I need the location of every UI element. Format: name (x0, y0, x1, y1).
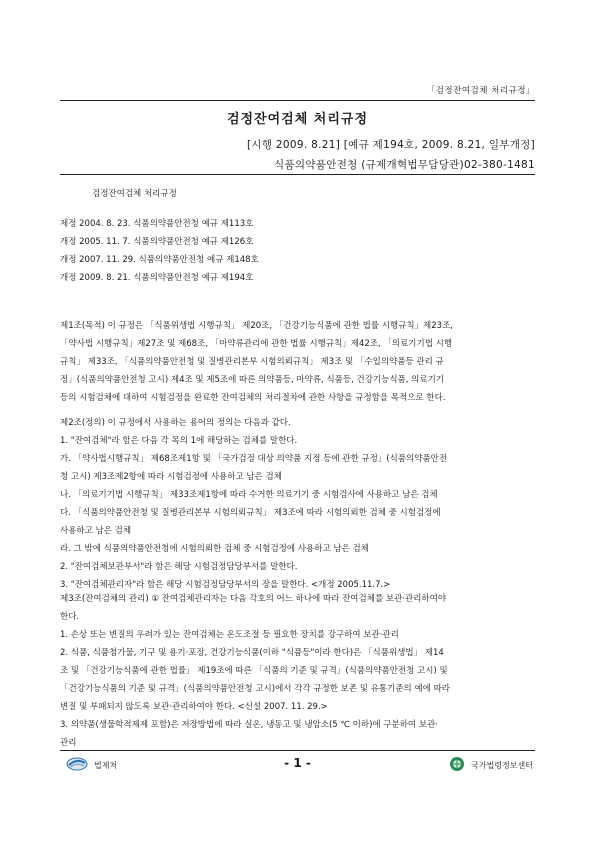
article-line: 제1조(목적) 이 규정은 「식품위생법 시행규칙」 제20조, 「건강기능식품에 관한 법률 시행규칙」제23조, (60, 321, 453, 331)
article-line: 3. "잔여검체관리자"라 함은 해당 시험검정담당부서의 장을 말한다. <개정 2005.11.7.> (60, 580, 391, 590)
article-line: 사용하고 남은 검체 (60, 526, 132, 536)
article-line: 제2조(정의) 이 규정에서 사용하는 용어의 정의는 다음과 같다. (60, 418, 291, 428)
document-title: 검정잔여검체 처리규정 (226, 112, 369, 127)
article-line: 제3조(잔여검체의 관리) ① 잔여검체관리자는 다음 각호의 어느 하나에 따라 잔여검체를 보관·관리하여야 (60, 594, 447, 604)
article-line: 다. 「식품의약품안전청 및 질병관리본부 시험의뢰규칙」 제3조에 따라 시험의뢰한 검체 중 시험검정에 (60, 508, 441, 518)
article-line: 1. 손상 또는 변질의 우려가 있는 잔여검체는 온도조절 등 필요한 장치를 강구하여 보관·관리 (60, 630, 399, 640)
regulation-name: 검정잔여검체 처리규정 (92, 189, 177, 199)
title-rule (60, 174, 535, 175)
article-line: 「약사법 시행규칙」제27조 및 제68조, 「마약류관리에 관한 법률 시행규칙」제42조, 「의료기기법 시행 (60, 339, 453, 349)
article-line: 3. 의약품(생물학적제제 포함)은 저장방법에 따라 실온, 냉동고 및 냉암소(5 ℃ 이하)에 구분하여 보관· (60, 720, 438, 730)
document-subtitle: [시행 2009. 8.21] [예규 제194호, 2009. 8.21, 일부개정] (247, 139, 535, 151)
article-line: 가. 「약사법시행규칙」 제68조제1항 및 「국가검정 대상 의약품 지정 등에 관한 규정」(식품의약품안전 (60, 454, 448, 464)
revision-history (60, 215, 259, 287)
history-line: 제정 2004. 8. 23. 식품의약품안전청 예규 제113호 (60, 219, 254, 229)
law-center-logo-icon (449, 756, 465, 774)
article-2 (60, 414, 538, 594)
footer-right-label: 국가법령정보센터 (471, 760, 533, 770)
article-line: 청 고시) 제3조제2항에 따라 시험검정에 사용하고 남은 검체 (60, 472, 282, 482)
footer-rule (60, 750, 535, 751)
article-line: 정」(식품의약품안전청 고시) 제4조 및 제5조에 따른 의약품등, 마약류, 식품등, 건강기능식품, 의료기기 (60, 375, 445, 385)
article-line: 나. 「의료기기법 시행규칙」 제33조제1항에 따라 수거한 의료기기 중 시험검사에 사용하고 남은 검체 (60, 490, 438, 500)
header-rule (60, 100, 535, 101)
article-line: 조 및 「건강기능식품에 관한 법률」 제19조에 따른 「식품의 기준 및 규격」(식품의약품안전청 고시) 및 (60, 666, 448, 676)
article-line: 규칙」 제33조, 「식품의약품안전청 및 질병관리본부 시험의뢰규칙」 제3조 및 「수입의약품등 관리 규 (60, 357, 444, 367)
article-1 (60, 317, 538, 407)
article-line: 관리 (60, 738, 77, 748)
page-number: - 1 - (284, 756, 311, 770)
article-3 (60, 590, 538, 752)
article-line: 변질 및 부패되지 않도록 보관·관리하여야 한다. <신설 2007. 11. 29.> (60, 702, 328, 712)
department-contact: 식품의약품안전청 (규제개혁법무담당관)02-380-1481 (274, 159, 535, 171)
history-line: 개정 2009. 8. 21. 식품의약품안전청 예규 제194호 (60, 273, 254, 283)
history-line: 개정 2005. 11. 7. 식품의약품안전청 예규 제126호 (60, 237, 254, 247)
footer-left-label: 법제처 (94, 760, 118, 770)
article-line: 1. "잔여검체"라 함은 다음 각 목의 1에 해당하는 검체를 말한다. (60, 436, 298, 446)
footer-right (449, 756, 533, 774)
article-line: 등의 시험검체에 대하여 시험검정을 완료한 잔여검체의 처리절차에 관한 사항을 규정함을 목적으로 한다. (60, 393, 446, 403)
article-line: 2. 식품, 식품첨가물, 기구 및 용기·포장, 건강기능식품(이하 "식품등"이라 한다)은 「식품위생법」 제14 (60, 648, 444, 658)
running-header-title: 「검정잔여검체 처리규정」 (426, 86, 535, 96)
article-line: 2. "잔여검체보관부서"라 함은 해당 시험검정담당부서를 말한다. (60, 562, 298, 572)
article-line: 라. 그 밖에 식품의약품안전청에 시험의뢰한 검체 중 시험검정에 사용하고 남은 검체 (60, 544, 369, 554)
article-line: 한다. (60, 612, 80, 622)
article-line: 「건강기능식품의 기준 및 규격」(식품의약품안전청 고시)에서 각각 규정한 보존 및 유통기준의 예에 따라 (60, 684, 451, 694)
history-line: 개정 2007. 11. 29. 식품의약품안전청 예규 제148호 (60, 255, 259, 265)
